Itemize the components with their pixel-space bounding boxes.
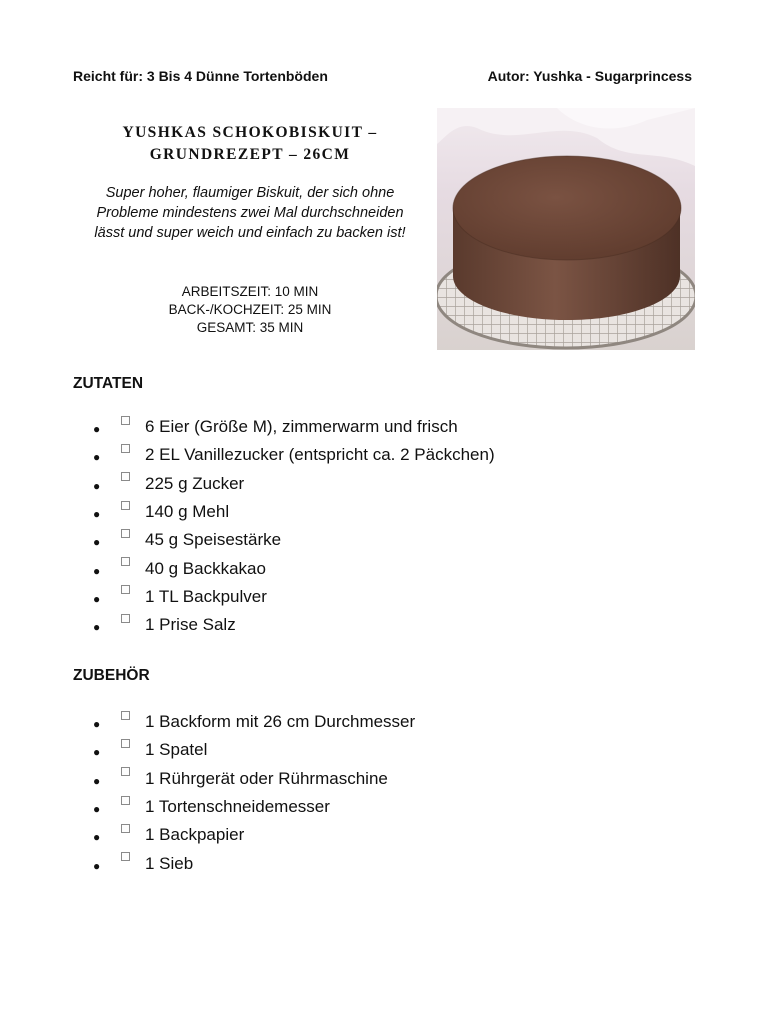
list-item — [93, 583, 495, 611]
equipment-text: 1 Backform mit 26 cm Durchmesser — [145, 712, 416, 732]
ingredient-text: 45 g Speisestärke — [145, 530, 282, 550]
equipment-text: 1 Spatel — [145, 740, 208, 760]
servings-info: Reicht für: 3 Bis 4 Dünne Tortenböden — [73, 68, 328, 84]
checkbox-icon[interactable] — [121, 852, 130, 861]
ingredient-text: 1 Prise Salz — [145, 615, 236, 635]
description-line: lässt und super weich und einfach zu backen ist! — [94, 225, 406, 241]
recipe-intro — [70, 122, 430, 337]
ingredient-text: 140 g Mehl — [145, 502, 230, 522]
bullet-icon: ● — [93, 802, 101, 817]
ingredients-heading: ZUTATEN — [73, 375, 144, 392]
checkbox-icon[interactable] — [121, 501, 130, 510]
list-item — [93, 441, 495, 469]
list-item — [93, 708, 415, 736]
work-time: ARBEITSZEIT: 10 MIN — [181, 284, 319, 299]
checkbox-icon[interactable] — [121, 585, 130, 594]
recipe-description — [70, 183, 430, 243]
list-item — [93, 526, 495, 554]
total-time: GESAMT: 35 MIN — [196, 320, 304, 335]
ingredient-text: 225 g Zucker — [145, 473, 245, 493]
checkbox-icon[interactable] — [121, 472, 130, 481]
list-item — [93, 736, 415, 764]
equipment-text: 1 Tortenschneidemesser — [145, 797, 330, 817]
bullet-icon: ● — [93, 591, 101, 606]
bullet-icon: ● — [93, 422, 101, 437]
list-item — [93, 554, 495, 582]
bullet-icon: ● — [93, 507, 101, 522]
recipe-title-line-1: YUSHKAS SCHOKOBISKUIT – — [122, 124, 378, 141]
checkbox-icon[interactable] — [121, 444, 130, 453]
bullet-icon: ● — [93, 535, 101, 550]
bullet-icon: ● — [93, 830, 101, 845]
bullet-icon: ● — [93, 563, 101, 578]
bullet-icon: ● — [93, 478, 101, 493]
ingredient-text: 6 Eier (Größe M), zimmerwarm und frisch — [145, 417, 458, 437]
description-line: Probleme mindestens zwei Mal durchschneiden — [96, 205, 404, 221]
bullet-icon: ● — [93, 450, 101, 465]
list-item — [93, 413, 495, 441]
recipe-times — [70, 283, 430, 337]
author-info: Autor: Yushka - Sugarprincess — [487, 68, 692, 84]
checkbox-icon[interactable] — [121, 796, 130, 805]
list-item — [93, 821, 415, 849]
list-item — [93, 470, 495, 498]
list-item — [93, 611, 495, 639]
bullet-icon: ● — [93, 620, 101, 635]
equipment-text: 1 Rührgerät oder Rührmaschine — [145, 768, 388, 788]
bullet-icon: ● — [93, 773, 101, 788]
checkbox-icon[interactable] — [121, 711, 130, 720]
checkbox-icon[interactable] — [121, 739, 130, 748]
bullet-icon: ● — [93, 717, 101, 732]
list-item — [93, 849, 415, 877]
recipe-title-line-2: GRUNDREZEPT – 26CM — [149, 146, 351, 163]
checkbox-icon[interactable] — [121, 416, 130, 425]
bullet-icon: ● — [93, 858, 101, 873]
ingredient-text: 40 g Backkakao — [145, 558, 266, 578]
description-line: Super hoher, flaumiger Biskuit, der sich ohne — [105, 185, 395, 201]
checkbox-icon[interactable] — [121, 557, 130, 566]
ingredient-text: 1 TL Backpulver — [145, 586, 267, 606]
equipment-heading: ZUBEHÖR — [73, 667, 150, 684]
equipment-text: 1 Sieb — [145, 853, 194, 873]
checkbox-icon[interactable] — [121, 824, 130, 833]
equipment-text: 1 Backpapier — [145, 825, 245, 845]
bake-time: BACK-/KOCHZEIT: 25 MIN — [168, 302, 332, 317]
checkbox-icon[interactable] — [121, 529, 130, 538]
checkbox-icon[interactable] — [121, 767, 130, 776]
cake-photo — [437, 108, 695, 350]
recipe-title — [70, 122, 430, 166]
equipment-list — [93, 708, 415, 878]
ingredients-list — [93, 413, 495, 639]
checkbox-icon[interactable] — [121, 614, 130, 623]
ingredient-text: 2 EL Vanillezucker (entspricht ca. 2 Päckchen) — [145, 445, 495, 465]
list-item — [93, 498, 495, 526]
bullet-icon: ● — [93, 745, 101, 760]
list-item — [93, 793, 415, 821]
list-item — [93, 765, 415, 793]
